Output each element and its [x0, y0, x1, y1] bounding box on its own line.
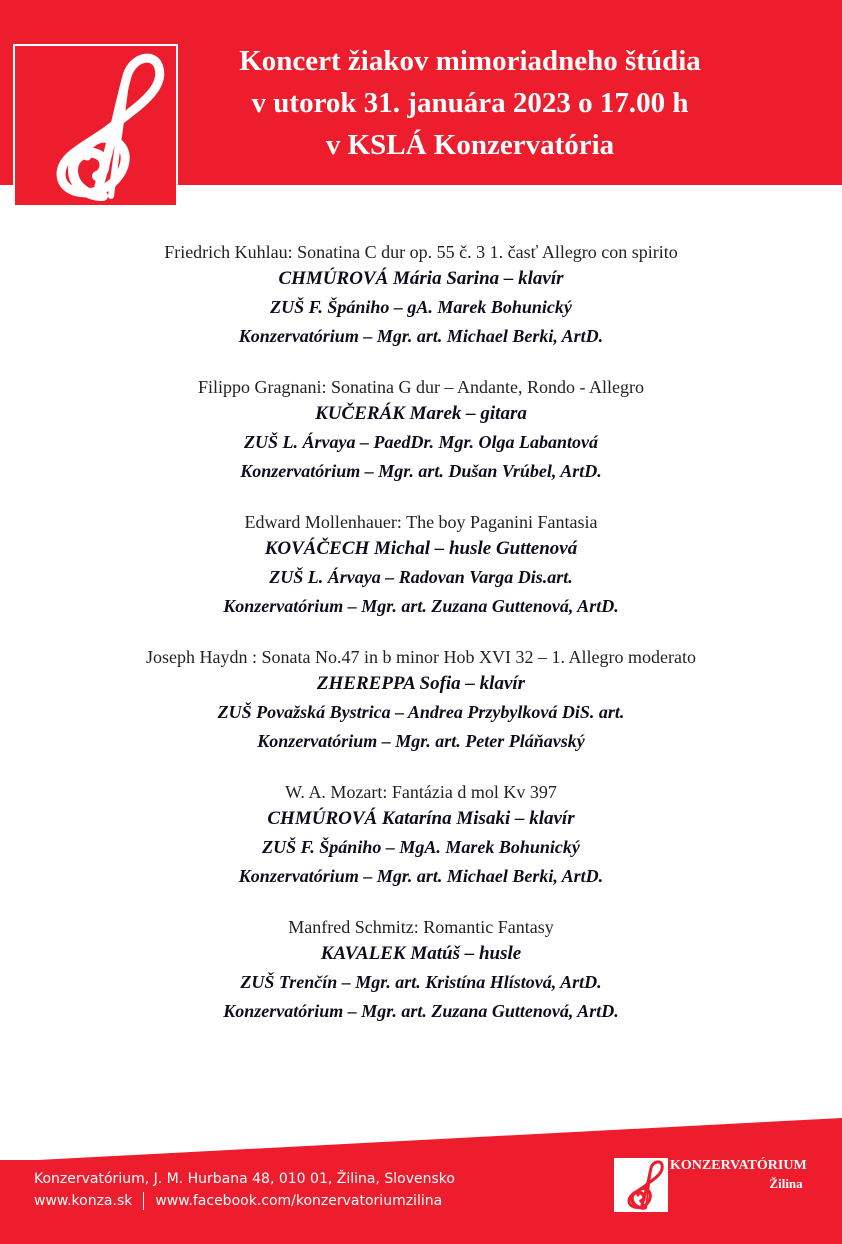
- school-teacher: ZUŠ F. Špániho – gA. Marek Bohunický: [270, 297, 572, 317]
- school-teacher: ZUŠ F. Špániho – MgA. Marek Bohunický: [262, 837, 580, 857]
- piece-title: Filippo Gragnani: Sonatina G dur – Andante, Rondo - Allegro: [198, 377, 644, 397]
- piece-title: Joseph Haydn : Sonata No.47 in b minor Hob XVI 32 – 1. Allegro moderato: [146, 647, 696, 667]
- program-item: [0, 915, 842, 1026]
- school-teacher: ZUŠ L. Árvaya – Radovan Varga Dis.art.: [269, 567, 573, 587]
- performer: KAVALEK Matúš – husle: [320, 943, 522, 964]
- conservatory-teacher: Konzervatórium – Mgr. art. Zuzana Guttenová, ArtD.: [223, 596, 619, 616]
- piece-title: Manfred Schmitz: Romantic Fantasy: [288, 917, 554, 937]
- brand-city: Žilina: [769, 1176, 803, 1191]
- treble-clef-icon: [13, 44, 178, 207]
- conservatory-teacher: Konzervatórium – Mgr. art. Michael Berki, ArtD.: [238, 866, 604, 886]
- piece-title: Friedrich Kuhlau: Sonatina C dur op. 55 č. 3 1. časť Allegro con spirito: [164, 242, 678, 262]
- program-item: [0, 375, 842, 486]
- title-line-3: v KSLÁ Konzervatória: [325, 129, 615, 161]
- concert-program: [0, 240, 842, 1050]
- performer: CHMÚROVÁ Katarína Misaki – klavír: [267, 808, 575, 829]
- title-line-1: Koncert žiakov mimoriadneho štúdia: [239, 45, 701, 77]
- school-teacher: ZUŠ L. Árvaya – PaedDr. Mgr. Olga Labantová: [244, 432, 598, 452]
- performer: CHMÚROVÁ Mária Sarina – klavír: [278, 268, 564, 289]
- school-teacher: ZUŠ Považská Bystrica – Andrea Przybylková DiS. art.: [217, 702, 625, 722]
- conservatory-teacher: Konzervatórium – Mgr. art. Zuzana Guttenová, ArtD.: [223, 1001, 619, 1021]
- program-item: [0, 510, 842, 621]
- piece-title: Edward Mollenhauer: The boy Paganini Fantasia: [244, 512, 598, 532]
- footer-divider: [143, 1192, 144, 1210]
- footer-slant: [0, 1118, 842, 1162]
- school-teacher: ZUŠ Trenčín – Mgr. art. Kristína Hlístová, ArtD.: [240, 972, 602, 992]
- brand-name: KONZERVATÓRIUM: [670, 1158, 807, 1173]
- footer-address: Konzervatórium, J. M. Hurbana 48, 010 01, Žilina, Slovensko: [34, 1171, 455, 1187]
- program-item: [0, 240, 842, 351]
- program-item: [0, 645, 842, 756]
- conservatory-teacher: Konzervatórium – Mgr. art. Dušan Vrúbel, ArtD.: [240, 461, 602, 481]
- performer: ZHEREPPA Sofia – klavír: [316, 673, 526, 694]
- footer-brand: [670, 1157, 807, 1193]
- title-line-2: v utorok 31. januára 2023 o 17.00 h: [251, 87, 689, 119]
- treble-clef-icon: [614, 1158, 668, 1212]
- conservatory-teacher: Konzervatórium – Mgr. art. Michael Berki, ArtD.: [238, 326, 604, 346]
- piece-title: W. A. Mozart: Fantázia d mol Kv 397: [285, 782, 557, 802]
- footer-contact: [34, 1168, 455, 1212]
- program-item: [0, 780, 842, 891]
- facebook-link[interactable]: www.facebook.com/konzervatoriumzilina: [155, 1193, 443, 1209]
- website-link[interactable]: www.konza.sk: [34, 1193, 133, 1209]
- performer: KOVÁČECH Michal – husle Guttenová: [264, 538, 578, 559]
- performer: KUČERÁK Marek – gitara: [315, 403, 527, 424]
- concert-title: [182, 40, 758, 166]
- conservatory-teacher: Konzervatórium – Mgr. art. Peter Pláňavský: [257, 731, 585, 751]
